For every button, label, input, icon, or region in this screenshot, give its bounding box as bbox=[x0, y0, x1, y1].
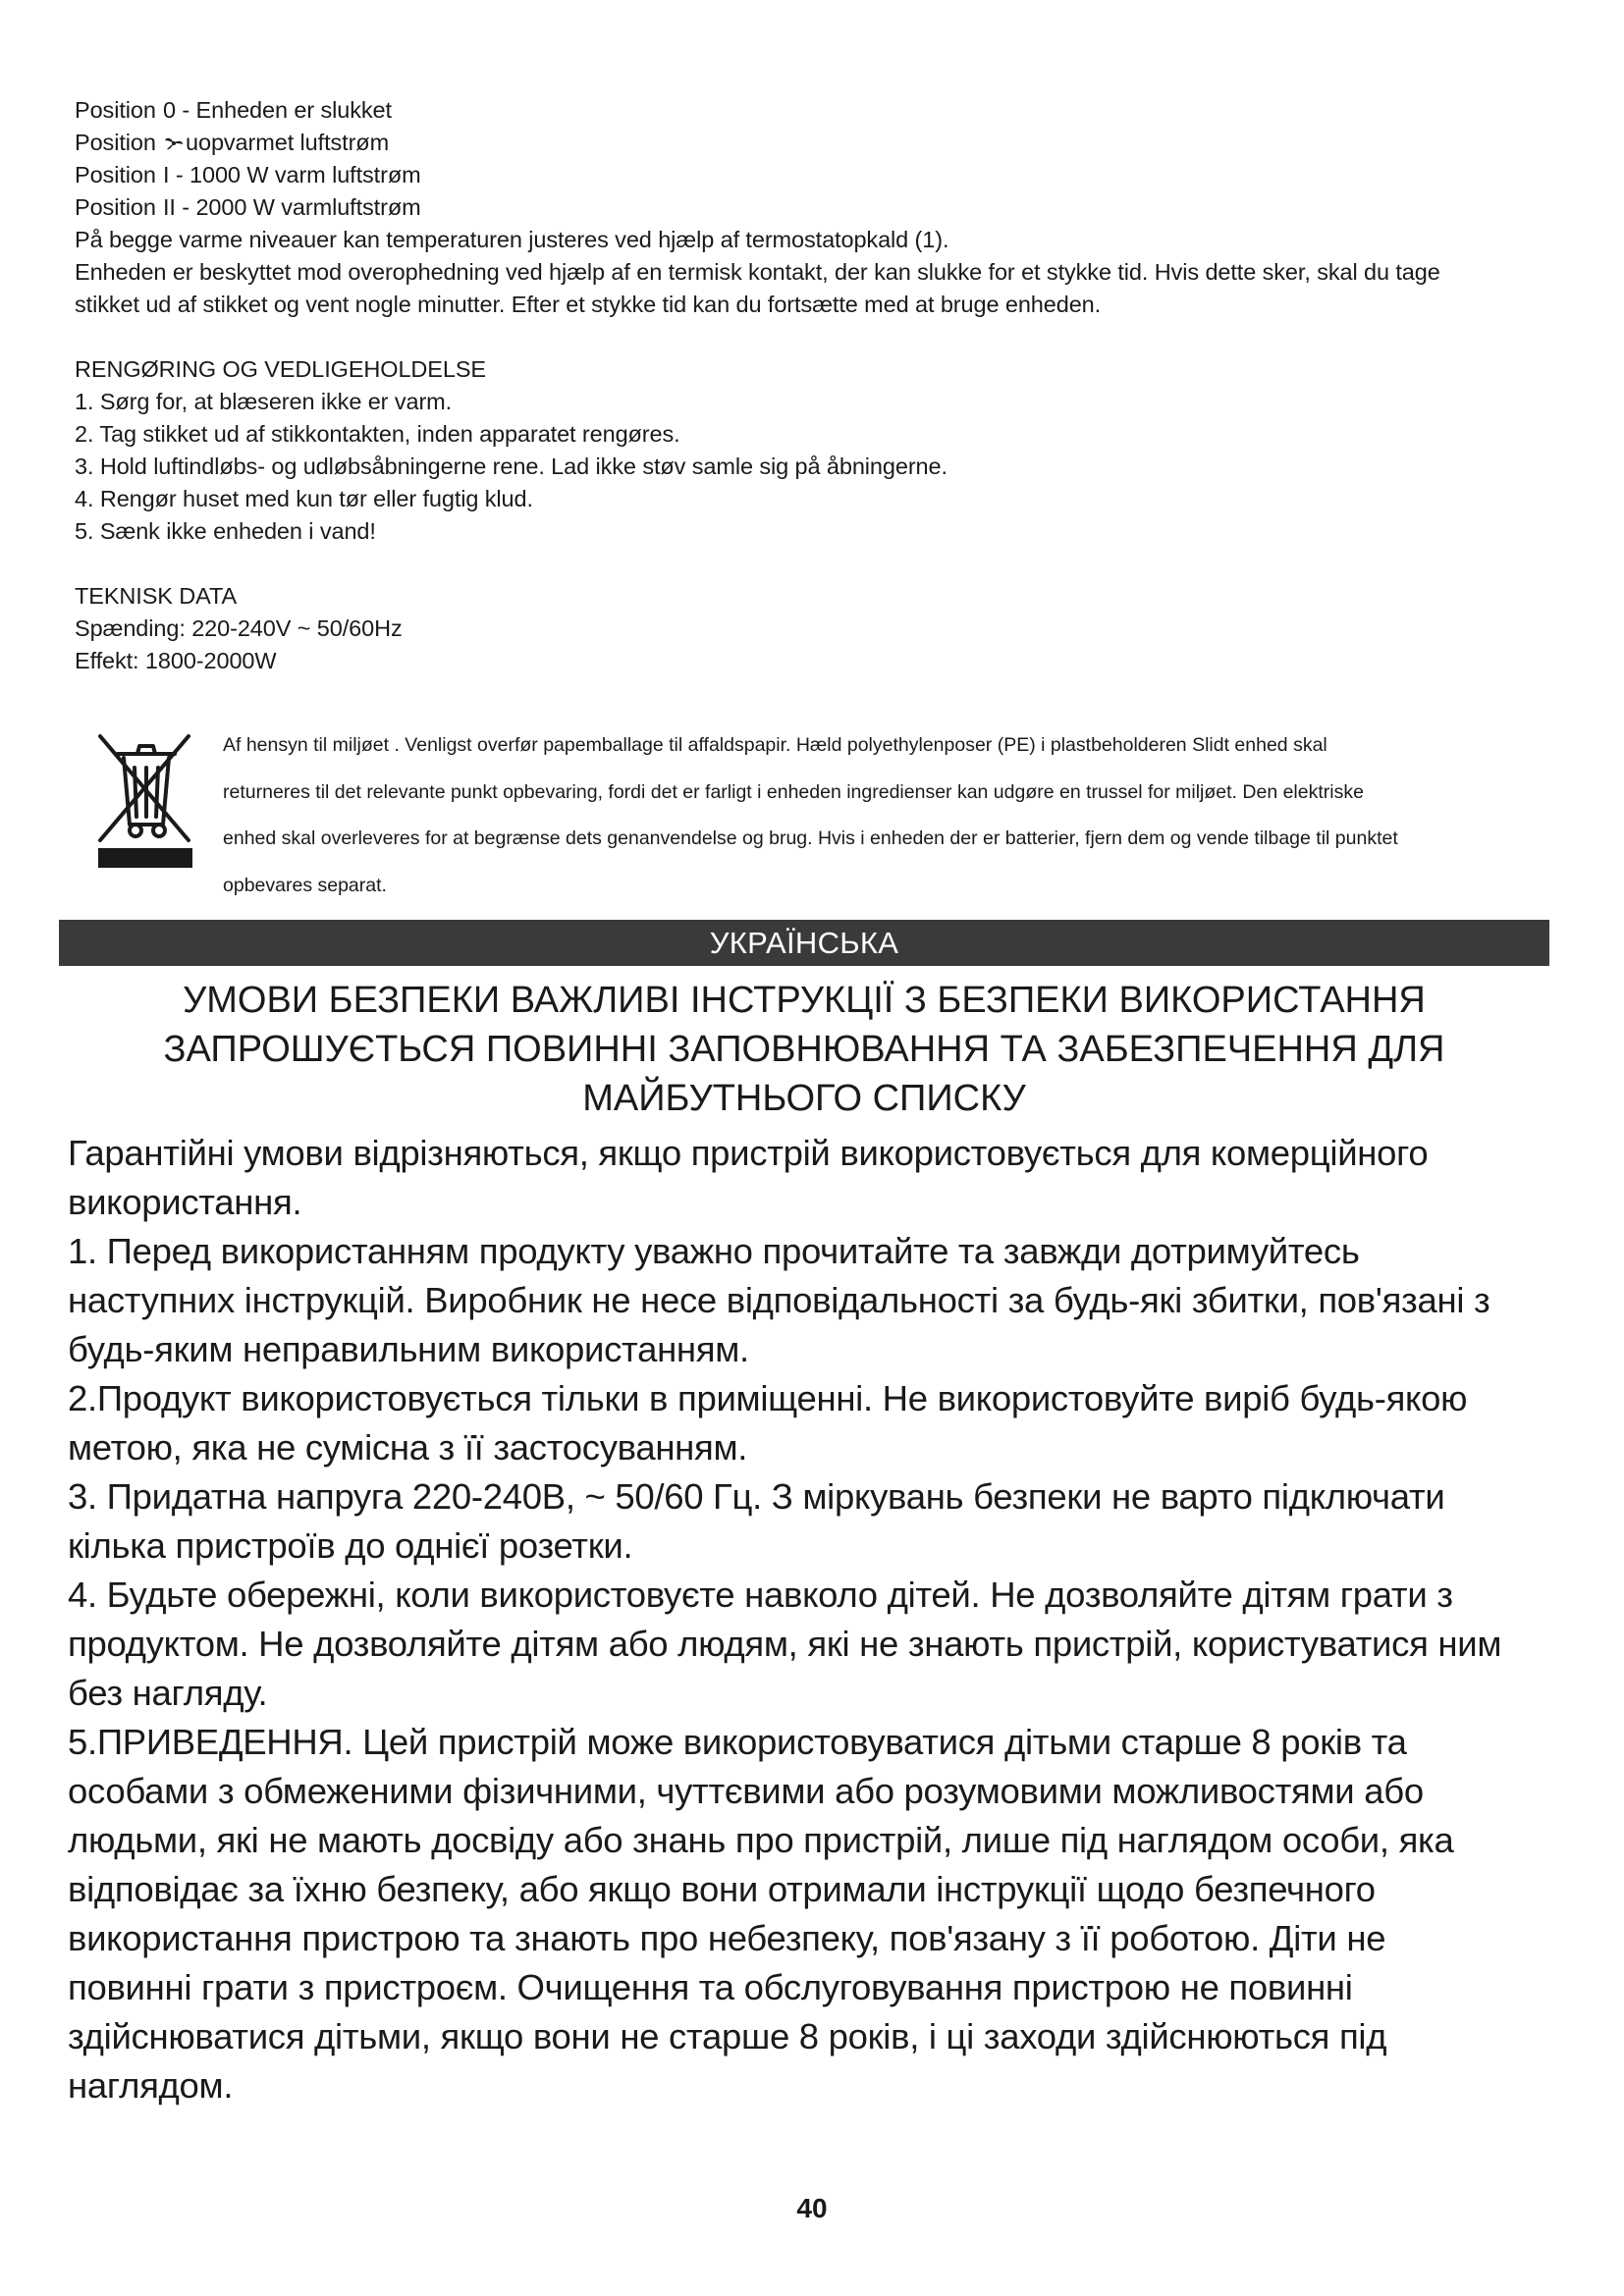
body-line: здійснюватися дітьми, якщо вони не старше 8 років, і ці заходи здійснюються під bbox=[68, 2016, 1387, 2056]
cleaning-item: 2. Tag stikket ud af stikkontakten, inden apparatet rengøres. bbox=[75, 421, 680, 447]
body-line: 3. Придатна напруга 220-240В, ~ 50/60 Гц. З міркувань безпеки не варто підключати bbox=[68, 1476, 1445, 1517]
body-line: без нагляду. bbox=[68, 1673, 268, 1713]
position-value: I - 1000 W varm luftstrøm bbox=[163, 162, 421, 187]
cleaning-item: 4. Rengør huset med kun tør eller fugtig klud. bbox=[75, 486, 533, 511]
thermostat-note: På begge varme niveauer kan temperaturen justeres ved hjælp af termostatopkald (1). bbox=[75, 227, 949, 252]
title-line: МАЙБУТНЬОГО СПИСКУ bbox=[582, 1078, 1026, 1119]
position-line-0 bbox=[75, 94, 1547, 127]
body-line: 1. Перед використанням продукту уважно прочитайте та завжди дотримуйтесь bbox=[68, 1231, 1360, 1271]
tech-heading: TEKNISK DATA bbox=[75, 583, 238, 609]
title-line: УМОВИ БЕЗПЕКИ ВАЖЛИВІ ІНСТРУКЦІЇ З БЕЗПЕКИ ВИКОРИСТАННЯ bbox=[183, 980, 1426, 1021]
position-line-2 bbox=[75, 191, 1547, 224]
danish-section bbox=[75, 94, 1547, 677]
body-line: повинні грати з пристроєм. Очищення та обслуговування пристрою не повинні bbox=[68, 1967, 1353, 2007]
body-line: 4. Будьте обережні, коли використовуєте навколо дітей. Не дозволяйте дітям грати з bbox=[68, 1575, 1453, 1615]
body-line: наглядом. bbox=[68, 2065, 234, 2106]
safety-title bbox=[59, 976, 1549, 1123]
cleaning-heading: RENGØRING OG VEDLIGEHOLDELSE bbox=[75, 356, 486, 382]
position-label: Position bbox=[75, 162, 156, 187]
cleaning-item: 5. Sænk ikke enheden i vand! bbox=[75, 518, 376, 544]
fan-icon bbox=[163, 136, 185, 152]
weee-notice bbox=[75, 722, 1547, 909]
protection-note-line-1: Enheden er beskyttet mod overophedning ved hjælp af en termisk kontakt, der kan slukke for et stykke tid. Hvis dette sker, skal du tage bbox=[75, 259, 1440, 285]
body-line: продуктом. Не дозволяйте дітям або людям, які не знають пристрій, користуватися ним bbox=[68, 1624, 1502, 1664]
weee-line: enhed skal overleveres for at begrænse dets genanvendelse og brug. Hvis i enheden der er batterier, fjern dem og vende tilbage til punktet bbox=[223, 828, 1398, 849]
position-label: Position bbox=[75, 194, 156, 220]
weee-text bbox=[223, 722, 1597, 909]
tech-power: Effekt: 1800-2000W bbox=[75, 648, 277, 673]
tech-voltage: Spænding: 220-240V ~ 50/60Hz bbox=[75, 615, 403, 641]
body-line: будь-яким неправильним використанням. bbox=[68, 1329, 749, 1369]
cleaning-item: 3. Hold luftindløbs- og udløbsåbningerne rene. Lad ikke støv samle sig på åbningerne. bbox=[75, 454, 947, 479]
protection-note-line-2: stikket ud af stikket og vent nogle minutter. Efter et stykke tid kan du fortsætte med at bruge enheden. bbox=[75, 292, 1102, 317]
position-value: II - 2000 W varmluftstrøm bbox=[163, 194, 421, 220]
title-line: ЗАПРОШУЄТЬСЯ ПОВИННІ ЗАПОВНЮВАННЯ ТА ЗАБЕЗПЕЧЕННЯ ДЛЯ bbox=[163, 1029, 1445, 1070]
weee-bar bbox=[98, 848, 192, 868]
body-line: особами з обмеженими фізичними, чуттєвими або розумовими можливостями або bbox=[68, 1771, 1424, 1811]
page-number: 40 bbox=[796, 2193, 828, 2223]
position-line-fan bbox=[75, 127, 1547, 159]
body-line: кілька пристроїв до однієї розетки. bbox=[68, 1525, 633, 1566]
body-line: 5.ПРИВЕДЕННЯ. Цей пристрій може використовуватися дітьми старше 8 років та bbox=[68, 1722, 1407, 1762]
body-line: використання пристрою та знають про небезпеку, пов'язану з її роботою. Діти не bbox=[68, 1918, 1386, 1958]
position-label: Position bbox=[75, 97, 156, 123]
weee-line: opbevares separat. bbox=[223, 874, 387, 896]
cleaning-item: 1. Sørg for, at blæseren ikke er varm. bbox=[75, 389, 453, 414]
position-line-1 bbox=[75, 159, 1547, 191]
position-value: uopvarmet luftstrøm bbox=[186, 130, 390, 155]
weee-line: returneres til det relevante punkt opbevaring, fordi det er farligt i enheden ingredienser kan udgøre en trussel for miljøet. Den elektriske bbox=[223, 780, 1364, 803]
body-line: Гарантійні умови відрізняються, якщо пристрій використовується для комерційного bbox=[68, 1133, 1429, 1173]
body-line: використання. bbox=[68, 1182, 302, 1222]
body-line: відповідає за їхню безпеку, або якщо вони отримали інструкції щодо безпечного bbox=[68, 1869, 1376, 1909]
section-header-ukrainian: УКРАЇНСЬКА bbox=[59, 920, 1549, 966]
body-line: метою, яка не сумісна з її застосуванням. bbox=[68, 1427, 748, 1468]
weee-line: Af hensyn til miljøet . Venligst overfør papemballage til affaldspapir. Hæld polyethylenposer (PE) i plastbeholderen Slidt enhed skal bbox=[223, 734, 1327, 756]
body-line: 2.Продукт використовується тільки в приміщенні. Не використовуйте виріб будь-якою bbox=[68, 1378, 1468, 1418]
safety-instructions bbox=[68, 1129, 1560, 2110]
position-label: Position bbox=[75, 130, 156, 155]
body-line: наступних інструкцій. Виробник не несе відповідальності за будь-які збитки, пов'язані з bbox=[68, 1280, 1490, 1320]
body-line: людьми, які не мають досвіду або знань про пристрій, лише під наглядом особи, яка bbox=[68, 1820, 1454, 1860]
position-value: 0 - Enheden er slukket bbox=[163, 97, 392, 123]
